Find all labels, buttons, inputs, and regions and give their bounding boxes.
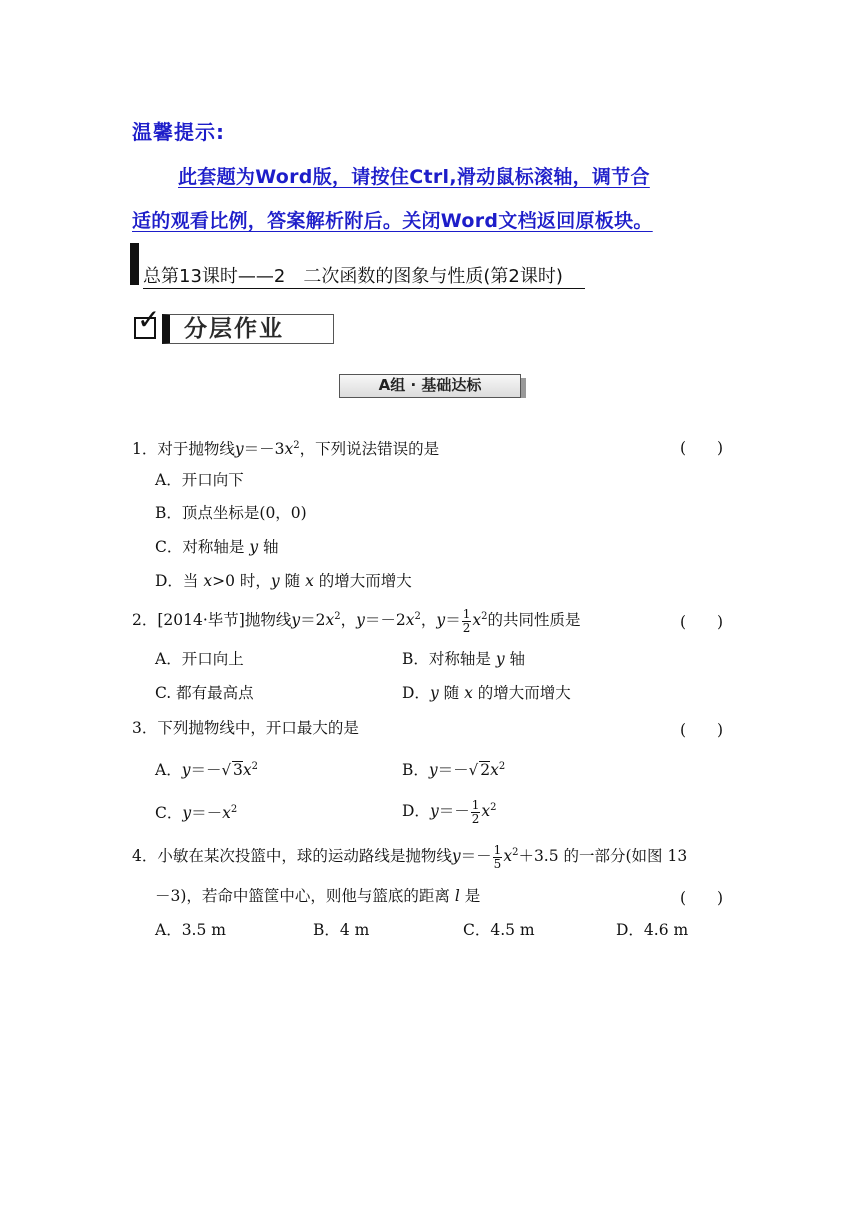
q1-option-a: A．开口向下 bbox=[155, 471, 244, 489]
group-banner: A组 · 基础达标 bbox=[339, 374, 521, 398]
q1-option-b: B．顶点坐标是(0，0) bbox=[155, 504, 307, 522]
q3-option-b: B．y＝－√ $2x^2$ bbox=[402, 761, 506, 779]
q4-option-d: D．4.6 m bbox=[616, 921, 689, 939]
checkmark-icon: ✓ bbox=[137, 303, 161, 336]
fraction-one-fifth: $\frac{1}{5}$ bbox=[493, 842, 502, 871]
q3-option-c: C．$y=-x^2$ bbox=[155, 804, 238, 822]
answer-blank-2: ( ) bbox=[680, 613, 724, 631]
q3-option-d: D．y＝－ $\frac{1}{2}$ $x^2$ bbox=[402, 797, 497, 826]
question-1-stem: 1．对于抛物线$y=-3x^2$，下列说法错误的是 bbox=[132, 440, 440, 458]
q2-option-c: C. 都有最高点 bbox=[155, 684, 254, 702]
q2-option-b: B．对称轴是 y 轴 bbox=[402, 650, 526, 668]
q4-option-b: B．4 m bbox=[313, 921, 370, 939]
fraction-one-half: $\frac{1}{2}$ bbox=[462, 606, 471, 635]
q1-option-d: D．当 x>0 时，y 随 x 的增大而增大 bbox=[155, 572, 412, 590]
question-4-stem-line1: 4．小敏在某次投篮中，球的运动路线是抛物线y＝－ $\frac{1}{5}$ $x^2+3.5$ 的一部分(如图 13 bbox=[132, 842, 688, 871]
q3-option-a: A．y＝－√ $3x^2$ bbox=[155, 761, 259, 779]
title-bar-marker bbox=[130, 243, 139, 285]
question-3-stem: 3．下列抛物线中，开口最大的是 bbox=[132, 719, 359, 737]
answer-blank-4: ( ) bbox=[680, 889, 724, 907]
question-2-stem: 2．[2014·毕节]抛物线$y=2x^2$，$y=-2x^2$，y＝ $\frac{1}{2}$ $x^2$的共同性质是 bbox=[132, 606, 581, 635]
q4-option-c: C．4.5 m bbox=[463, 921, 535, 939]
question-4-stem-line2: －3)，若命中篮筐中心，则他与篮底的距离 l 是 bbox=[155, 887, 481, 905]
answer-blank-3: ( ) bbox=[680, 721, 724, 739]
q2-option-d: D．y 随 x 的增大而增大 bbox=[402, 684, 571, 702]
section-label: 分层作业 bbox=[184, 316, 284, 342]
q4-option-a: A．3.5 m bbox=[155, 921, 226, 939]
q2-option-a: A．开口向上 bbox=[155, 650, 244, 668]
q1-option-c: C．对称轴是 y 轴 bbox=[155, 538, 279, 556]
tip-line-1[interactable]: 此套题为Word版，请按住Ctrl,滑动鼠标滚轴，调节合 bbox=[178, 166, 650, 188]
answer-blank-1: ( ) bbox=[680, 439, 724, 457]
tip-line-2[interactable]: 适的观看比例，答案解析附后。关闭Word文档返回原板块。 bbox=[132, 210, 653, 232]
lesson-title: 总第13课时——2 二次函数的图象与性质(第2课时) bbox=[143, 266, 585, 289]
fraction-one-half: $\frac{1}{2}$ bbox=[471, 797, 480, 826]
tip-title: 温馨提示: bbox=[132, 120, 225, 144]
